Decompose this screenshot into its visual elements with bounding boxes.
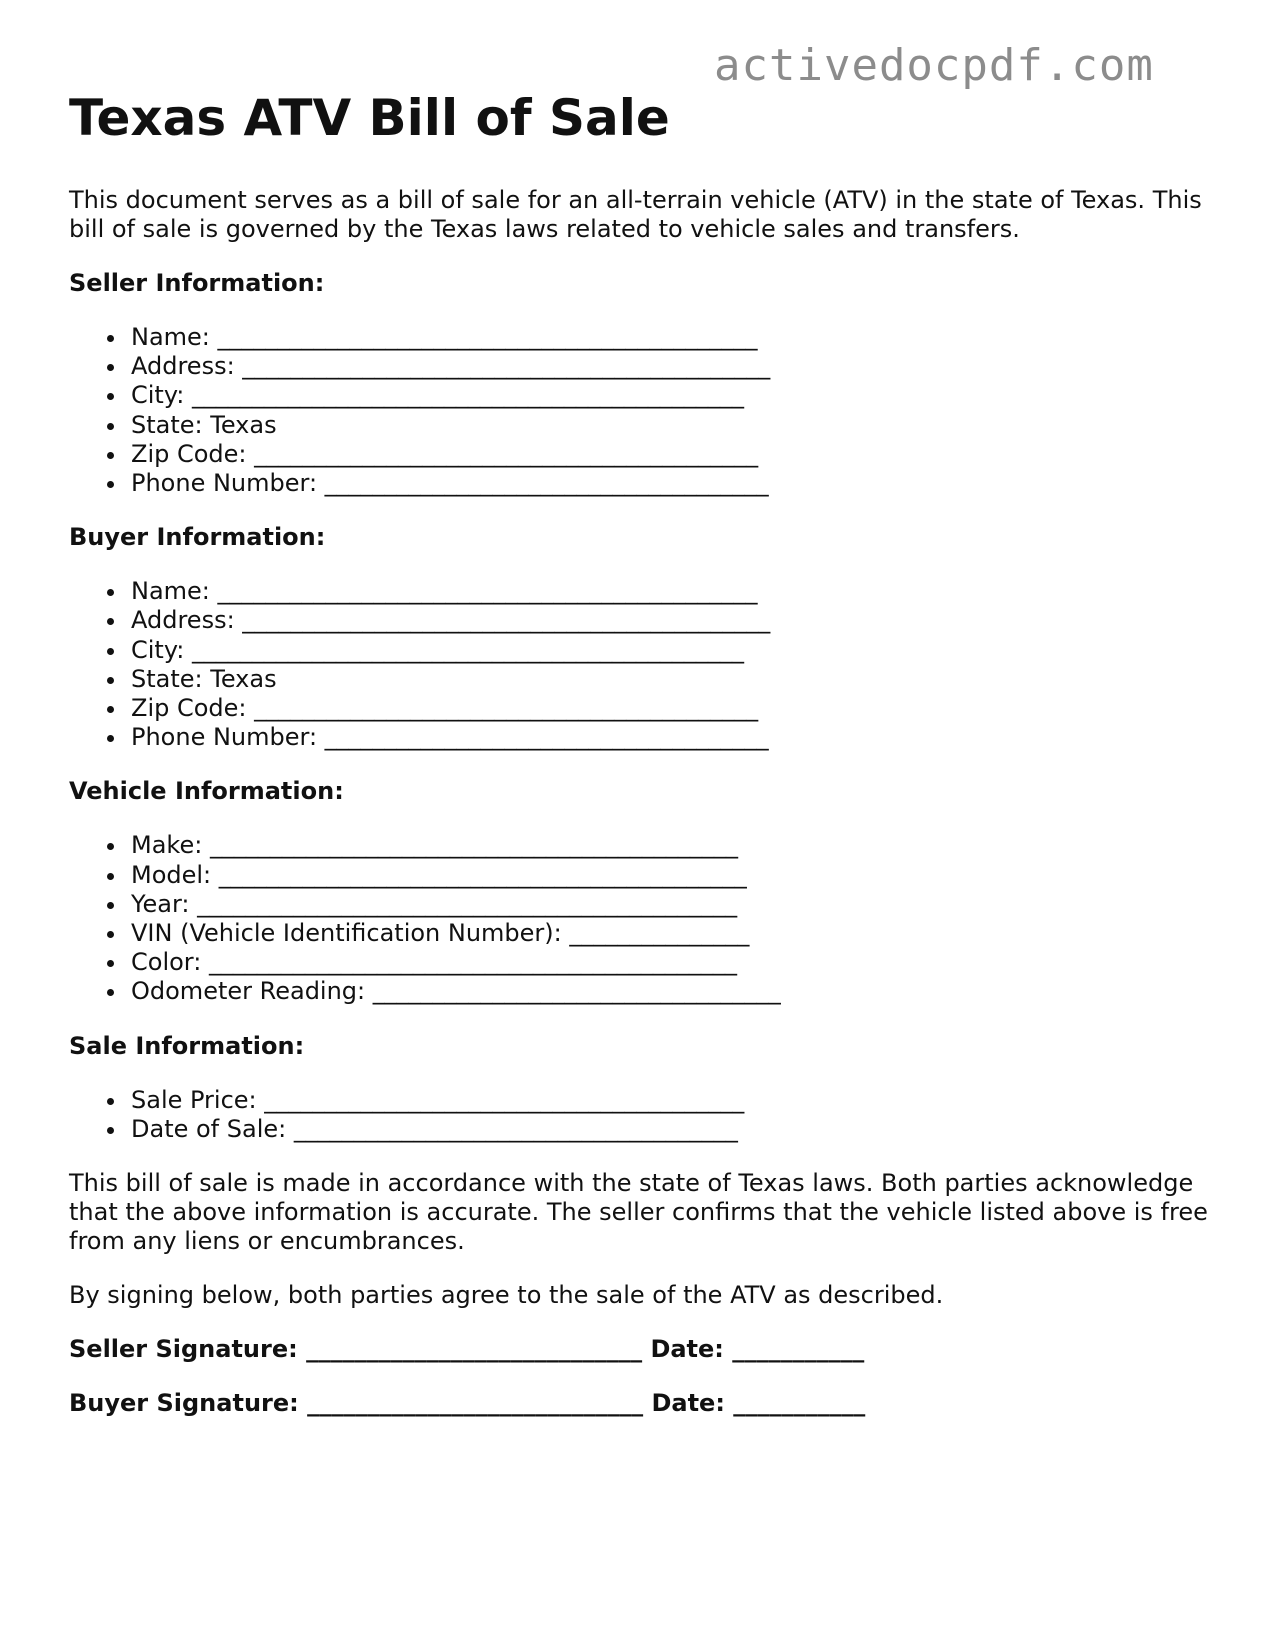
vehicle-model-field: Model: ____________________________________________ bbox=[131, 861, 1209, 890]
buyer-zip-field: Zip Code: __________________________________________ bbox=[131, 694, 1209, 723]
sale-date-field: Date of Sale: _____________________________________ bbox=[131, 1115, 1209, 1144]
vehicle-section-heading: Vehicle Information: bbox=[69, 777, 344, 806]
seller-address-field: Address: ____________________________________________ bbox=[131, 352, 1209, 381]
closing-paragraph: This bill of sale is made in accordance with the state of Texas laws. Both parties acknowledge that the above information is accurate. The seller confirms that the vehicle listed above is free from any liens or encumbrances. bbox=[69, 1169, 1208, 1256]
seller-phone-field: Phone Number: _____________________________________ bbox=[131, 469, 1209, 498]
vehicle-vin-field: VIN (Vehicle Identification Number): _______________ bbox=[131, 919, 1209, 948]
vehicle-odometer-field: Odometer Reading: __________________________________ bbox=[131, 977, 1209, 1006]
watermark: activedocpdf.com bbox=[714, 40, 1154, 91]
vehicle-field-list bbox=[69, 831, 1209, 1006]
buyer-city-field: City: ______________________________________________ bbox=[131, 636, 1209, 665]
vehicle-make-field: Make: ____________________________________________ bbox=[131, 831, 1209, 860]
page-title: Texas ATV Bill of Sale bbox=[69, 89, 670, 147]
vehicle-year-field: Year: _____________________________________________ bbox=[131, 890, 1209, 919]
sale-field-list bbox=[69, 1086, 1209, 1144]
seller-name-field: Name: _____________________________________________ bbox=[131, 323, 1209, 352]
seller-section-heading: Seller Information: bbox=[69, 269, 325, 297]
document bbox=[69, 86, 1209, 1418]
buyer-signature-line: Buyer Signature: ____________________________ Date: ___________ bbox=[69, 1389, 866, 1418]
buyer-name-field: Name: _____________________________________________ bbox=[131, 577, 1209, 606]
seller-signature-line: Seller Signature: ____________________________ Date: ___________ bbox=[69, 1335, 865, 1364]
seller-zip-field: Zip Code: __________________________________________ bbox=[131, 440, 1209, 469]
seller-field-list bbox=[69, 323, 1209, 498]
buyer-field-list bbox=[69, 577, 1209, 752]
buyer-section-heading: Buyer Information: bbox=[69, 523, 326, 552]
vehicle-color-field: Color: ____________________________________________ bbox=[131, 948, 1209, 977]
seller-city-field: City: ______________________________________________ bbox=[131, 381, 1209, 410]
seller-state-field: State: Texas bbox=[131, 411, 1209, 440]
sale-price-field: Sale Price: ________________________________________ bbox=[131, 1086, 1209, 1115]
sale-section-heading: Sale Information: bbox=[69, 1031, 305, 1060]
buyer-state-field: State: Texas bbox=[131, 665, 1209, 694]
buyer-address-field: Address: ____________________________________________ bbox=[131, 606, 1209, 635]
buyer-phone-field: Phone Number: _____________________________________ bbox=[131, 723, 1209, 752]
intro-paragraph: This document serves as a bill of sale for an all-terrain vehicle (ATV) in the state of Texas. This bill of sale is governed by the Texas laws related to vehicle sales and transfers. bbox=[69, 186, 1202, 243]
agreement-paragraph: By signing below, both parties agree to the sale of the ATV as described. bbox=[69, 1281, 944, 1310]
